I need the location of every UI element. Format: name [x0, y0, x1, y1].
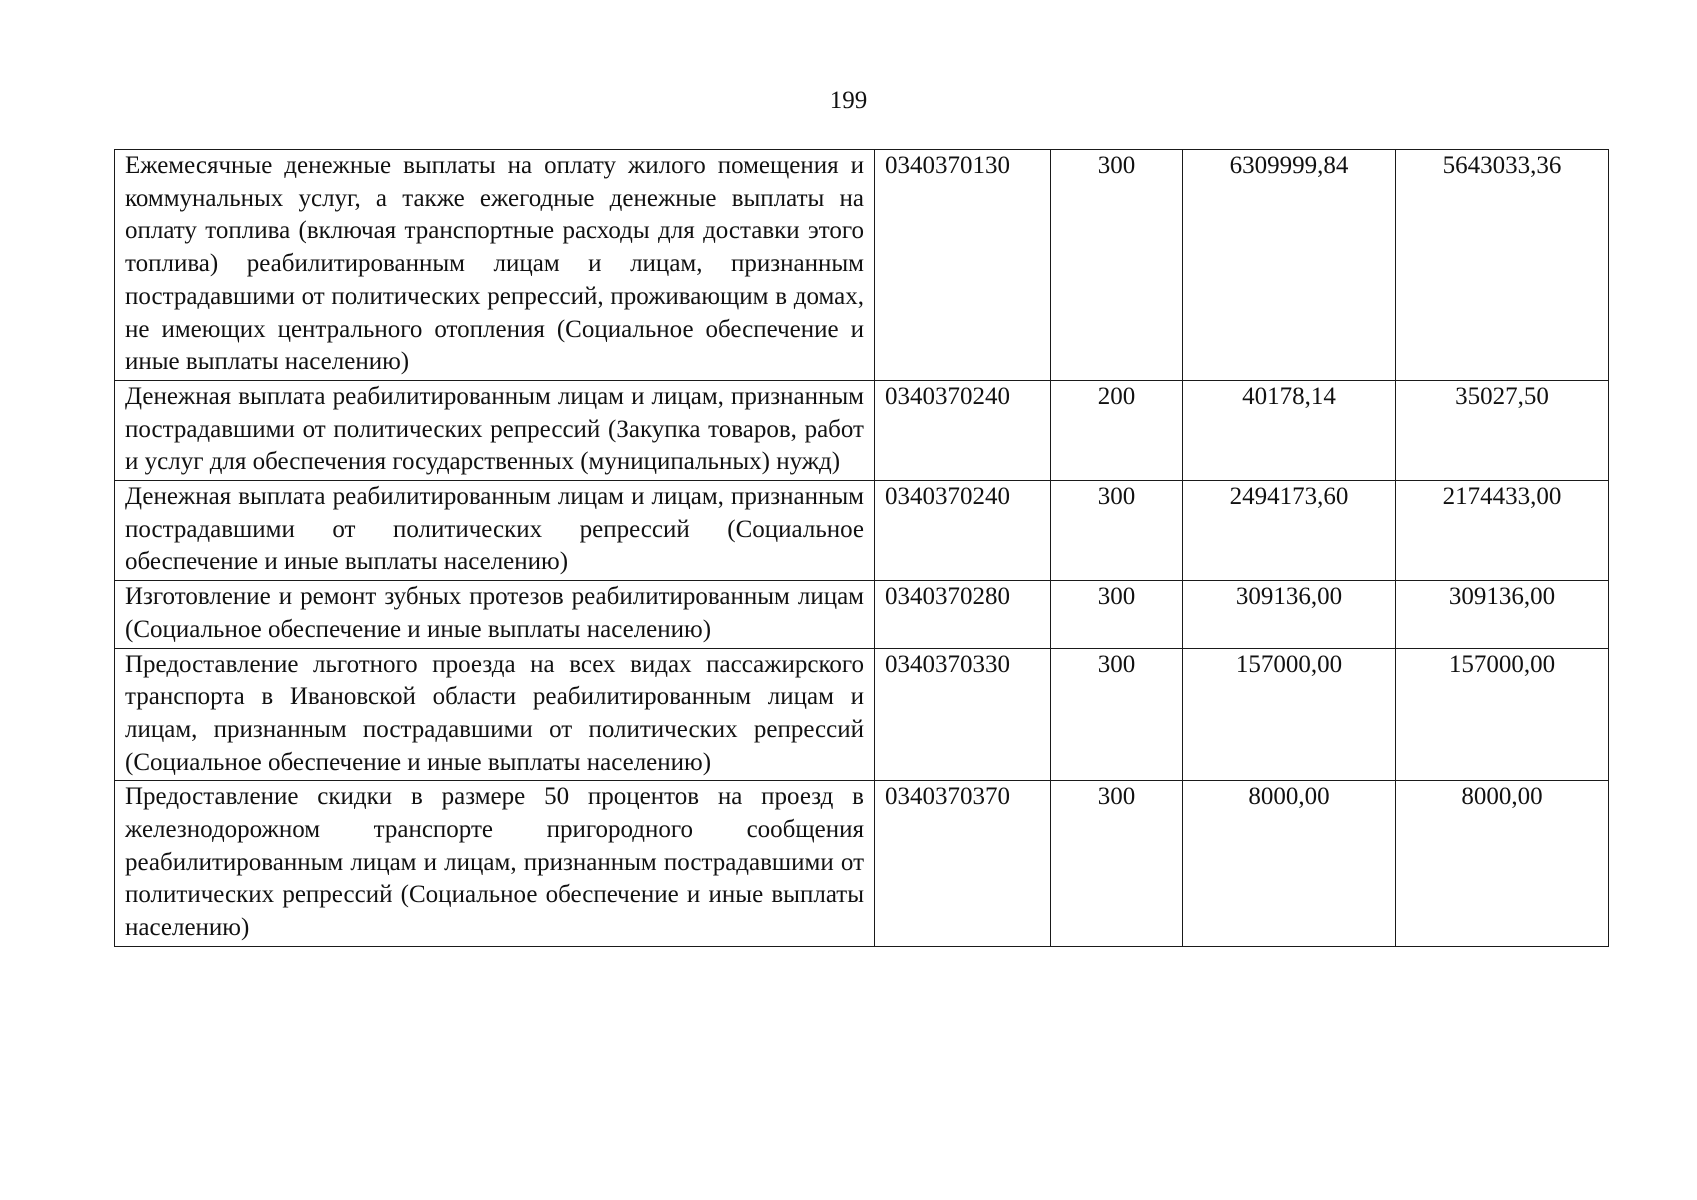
amount-2-cell: 2174433,00 [1396, 481, 1609, 581]
row-description: Предоставление скидки в размере 50 процентов на проезд в железнодорожном транспорте пригородного сообщения реабилитированным лицам и лицам, признанным пострадавшими от политических репрессий (Социальное обеспечение и иные выплаты населению) [115, 781, 875, 947]
expense-type-cell: 300 [1051, 150, 1183, 381]
row-description: Предоставление льготного проезда на всех видах пассажирского транспорта в Ивановской области реабилитированным лицам и лицам, признанным пострадавшими от политических репрессий (Социальное обеспечение и иные выплаты населению) [115, 648, 875, 781]
amount-2-cell: 5643033,36 [1396, 150, 1609, 381]
table-row [115, 481, 1609, 581]
amount-1-cell: 157000,00 [1183, 648, 1396, 781]
expense-type-cell: 200 [1051, 380, 1183, 480]
expense-type-cell: 300 [1051, 781, 1183, 947]
table-row [115, 581, 1609, 648]
target-code-cell: 0340370280 [875, 581, 1051, 648]
budget-table [114, 149, 1609, 947]
expense-type-cell: 300 [1051, 648, 1183, 781]
row-description: Денежная выплата реабилитированным лицам и лицам, признанным пострадавшими от политических репрессий (Социальное обеспечение и иные выплаты населению) [115, 481, 875, 581]
target-code-cell: 0340370370 [875, 781, 1051, 947]
amount-1-cell: 8000,00 [1183, 781, 1396, 947]
amount-2-cell: 35027,50 [1396, 380, 1609, 480]
table-row [115, 648, 1609, 781]
amount-2-cell: 8000,00 [1396, 781, 1609, 947]
row-description: Денежная выплата реабилитированным лицам и лицам, признанным пострадавшими от политических репрессий (Закупка товаров, работ и услуг для обеспечения государственных (муниципальных) нужд) [115, 380, 875, 480]
table-row [115, 150, 1609, 381]
target-code-cell: 0340370240 [875, 481, 1051, 581]
table-row [115, 380, 1609, 480]
row-description: Изготовление и ремонт зубных протезов реабилитированным лицам (Социальное обеспечение и иные выплаты населению) [115, 581, 875, 648]
table-row [115, 781, 1609, 947]
amount-1-cell: 40178,14 [1183, 380, 1396, 480]
target-code-cell: 0340370240 [875, 380, 1051, 480]
amount-2-cell: 157000,00 [1396, 648, 1609, 781]
target-code-cell: 0340370130 [875, 150, 1051, 381]
expense-type-cell: 300 [1051, 481, 1183, 581]
amount-2-cell: 309136,00 [1396, 581, 1609, 648]
amount-1-cell: 2494173,60 [1183, 481, 1396, 581]
row-description: Ежемесячные денежные выплаты на оплату жилого помещения и коммунальных услуг, а также ежегодные денежные выплаты на оплату топлива (включая транспортные расходы для доставки этого топлива) реабилитированным лицам и лицам, признанным пострадавшими от политических репрессий, проживающим в домах, не имеющих центрального отопления (Социальное обеспечение и иные выплаты населению) [115, 150, 875, 381]
amount-1-cell: 309136,00 [1183, 581, 1396, 648]
page-number: 199 [829, 87, 868, 114]
expense-type-cell: 300 [1051, 581, 1183, 648]
target-code-cell: 0340370330 [875, 648, 1051, 781]
amount-1-cell: 6309999,84 [1183, 150, 1396, 381]
